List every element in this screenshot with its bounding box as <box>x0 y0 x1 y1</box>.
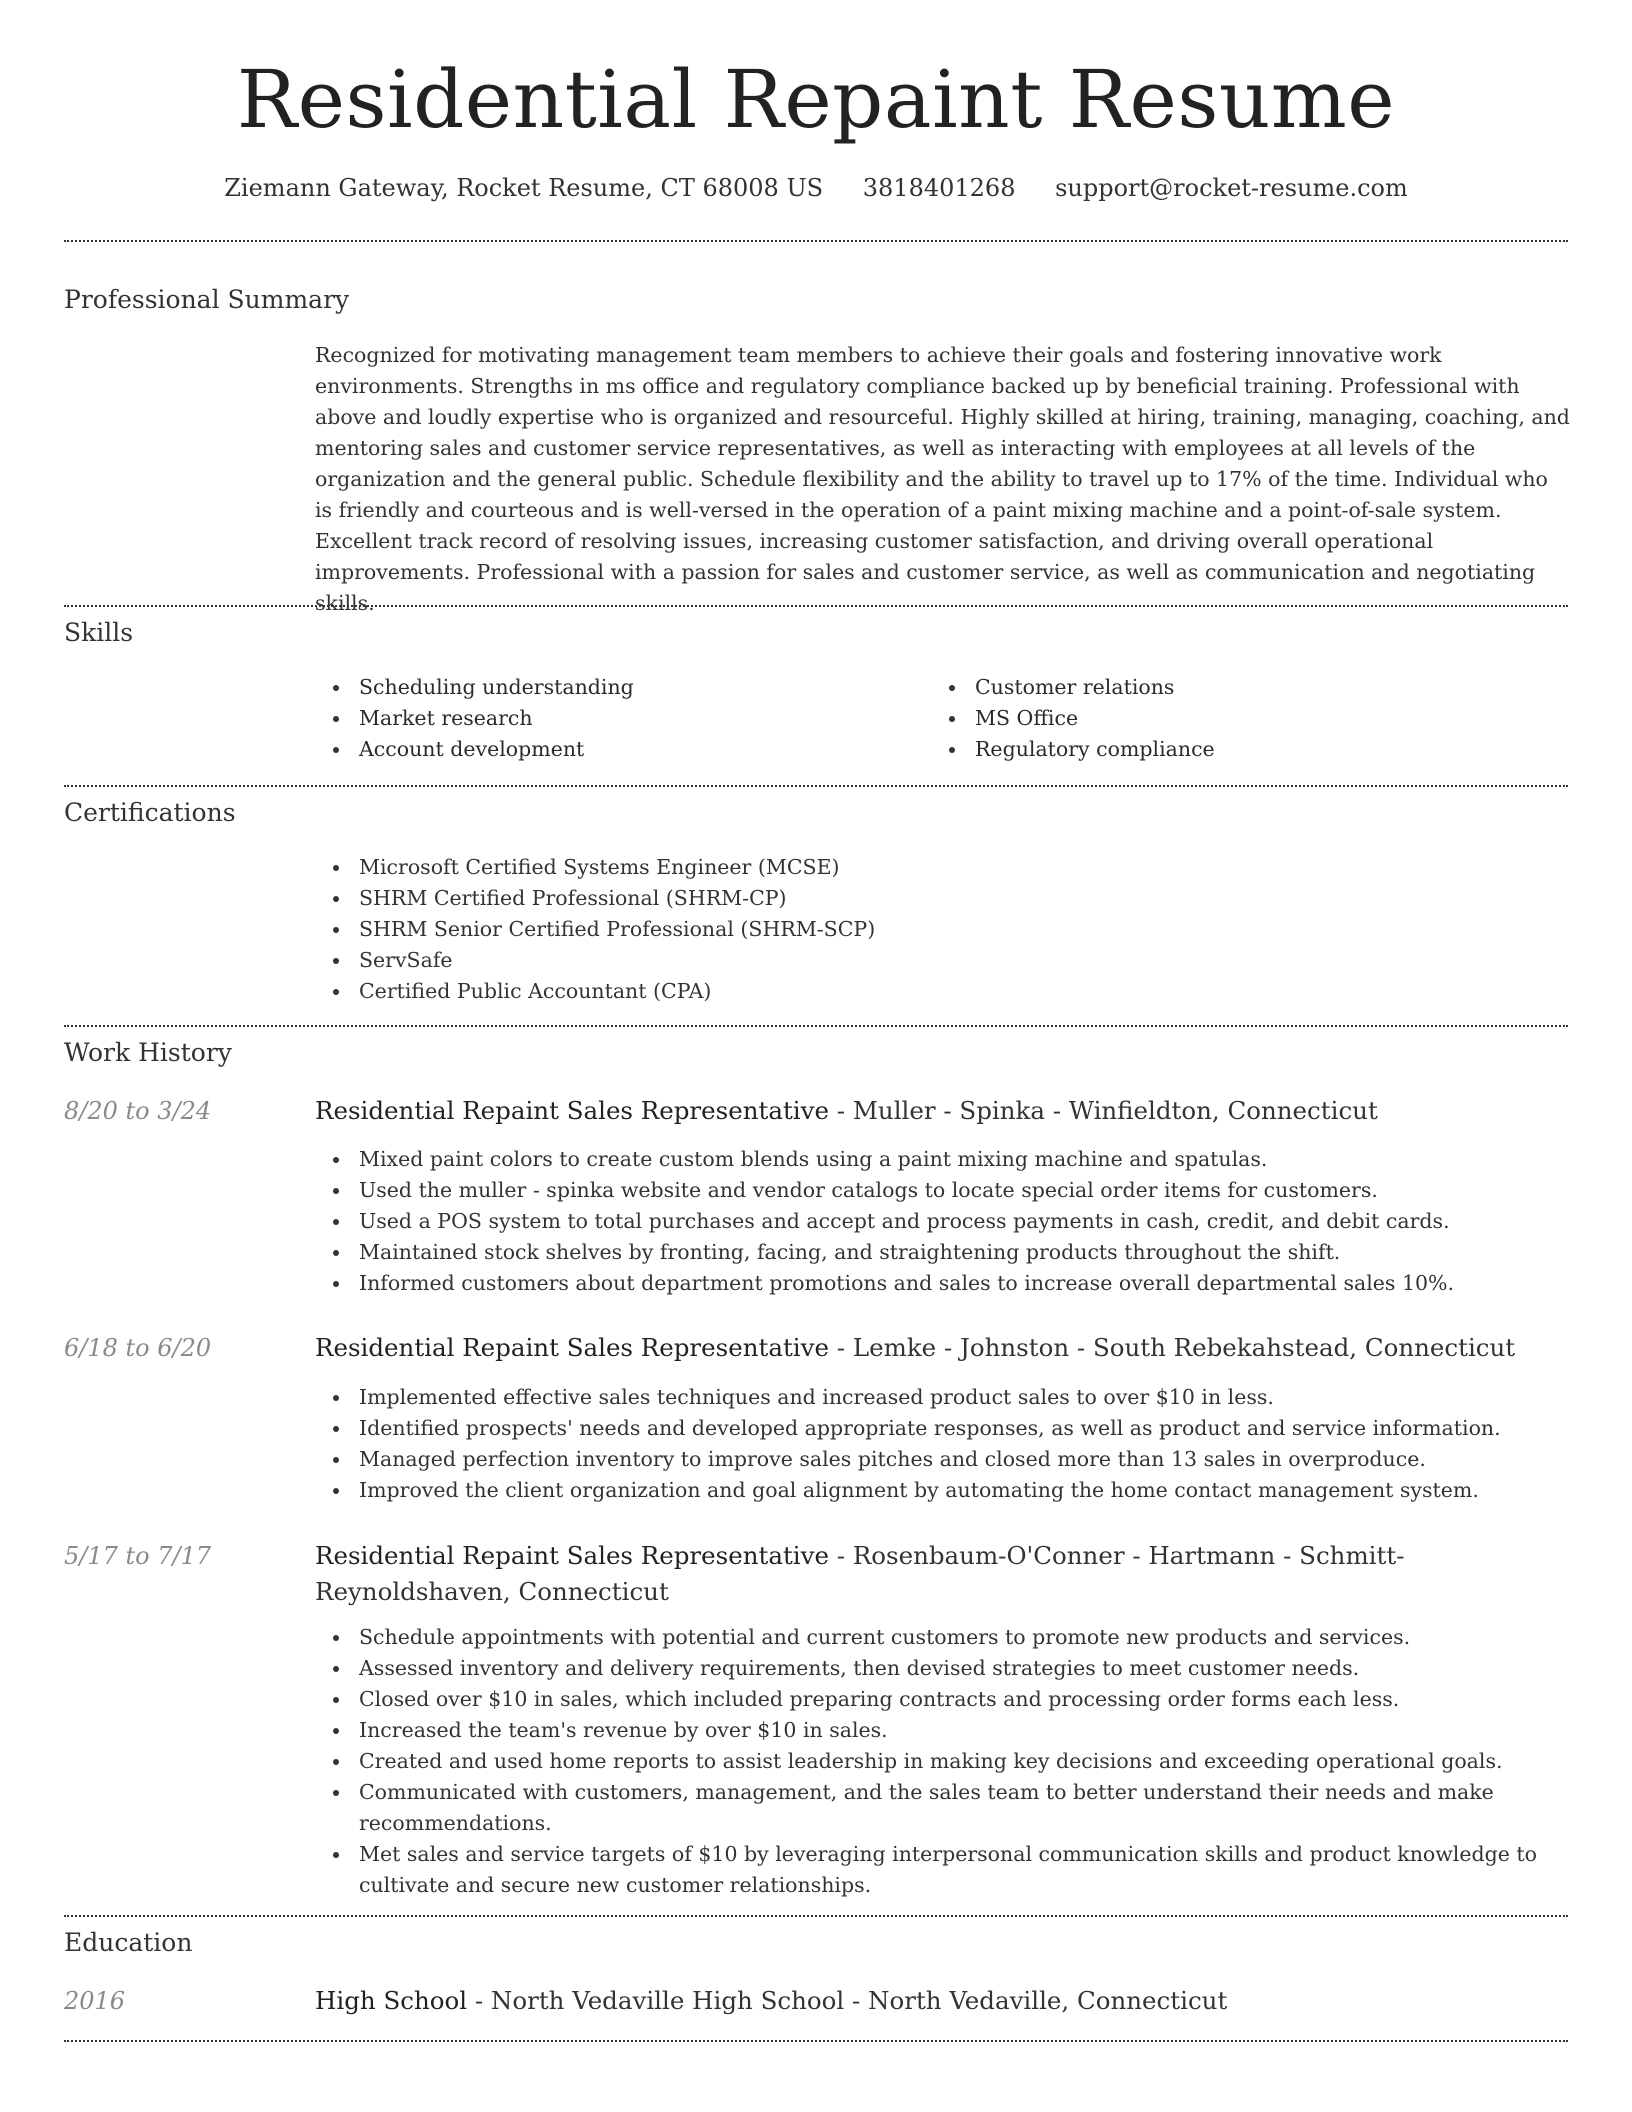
certification-item: Certified Public Accountant (CPA) <box>359 976 1570 1007</box>
section-heading-skills: Skills <box>64 618 134 647</box>
section-heading-education: Education <box>64 1928 193 1957</box>
job-bullet: Created and used home reports to assist leadership in making key decisions and exceeding operational goals. <box>359 1746 1570 1777</box>
skill-item: Scheduling understanding <box>359 672 915 703</box>
contact-phone: 3818401268 <box>862 174 1016 202</box>
summary-block <box>315 340 1570 619</box>
education-title <box>315 1983 1575 2019</box>
contact-email: support@rocket-resume.com <box>1055 174 1408 202</box>
skill-item: Customer relations <box>975 672 1531 703</box>
job-bullet: Assessed inventory and delivery requirements, then devised strategies to meet customer needs. <box>359 1653 1570 1684</box>
job-bullet: Improved the client organization and goal alignment by automating the home contact management system. <box>359 1475 1570 1506</box>
job-bullet: Informed customers about department promotions and sales to increase overall departmental sales 10%. <box>359 1268 1570 1299</box>
certifications-block <box>315 852 1570 1007</box>
job-bullet: Used a POS system to total purchases and accept and process payments in cash, credit, and debit cards. <box>359 1206 1570 1237</box>
skill-item: MS Office <box>975 703 1531 734</box>
education-degree: High School <box>315 1986 468 2015</box>
section-heading-certifications: Certifications <box>64 798 236 827</box>
summary-text: Recognized for motivating management team members to achieve their goals and fostering innovative work environments. Strengths in ms office and regulatory compliance backed up by beneficial training. Professional with above and loudly expertise who is organized and resourceful. Highly skilled at hiring, training, managing, coaching, and mentoring sales and customer service representatives, as well as interacting with employees at all levels of the organization and the general public. Schedule flexibility and the ability to travel up to 17% of the time. Individual who is friendly and courteous and is well-versed in the operation of a paint mixing machine and a point-of-sale system. Excellent track record of resolving issues, increasing customer satisfaction, and driving overall operational improvements. Professional with a passion for sales and customer service, as well as communication and negotiating skills. <box>315 343 1570 615</box>
job-bullet: Implemented effective sales techniques and increased product sales to over $10 in less. <box>359 1382 1570 1413</box>
contact-address: Ziemann Gateway, Rocket Resume, CT 68008 US <box>224 174 824 202</box>
divider <box>64 240 1568 242</box>
skills-right-column <box>931 672 1531 765</box>
certification-item: SHRM Certified Professional (SHRM-CP) <box>359 883 1570 914</box>
job-bullet: Schedule appointments with potential and current customers to promote new products and services. <box>359 1622 1570 1653</box>
section-heading-summary: Professional Summary <box>64 285 350 314</box>
divider <box>64 2040 1568 2042</box>
job-bullet: Maintained stock shelves by fronting, facing, and straightening products throughout the shift. <box>359 1237 1570 1268</box>
job-role: Residential Repaint Sales Representative <box>315 1541 829 1570</box>
job-dates: 5/17 to 7/17 <box>64 1542 212 1570</box>
divider <box>64 1025 1568 1027</box>
skill-item: Account development <box>359 734 915 765</box>
job-dates: 8/20 to 3/24 <box>64 1097 212 1125</box>
job-bullets <box>315 1144 1570 1299</box>
job-bullet: Identified prospects' needs and developed appropriate responses, as well as product and service information. <box>359 1413 1570 1444</box>
job-company-location: - Lemke - Johnston - South Rebekahstead, Connecticut <box>828 1333 1516 1362</box>
job-bullet: Mixed paint colors to create custom blends using a paint mixing machine and spatulas. <box>359 1144 1570 1175</box>
resume-title: Residential Repaint Resume <box>236 53 1396 146</box>
job-title <box>315 1538 1575 1610</box>
job-bullet: Met sales and service targets of $10 by leveraging interpersonal communication skills and product knowledge to cultivate and secure new customer relationships. <box>359 1839 1570 1901</box>
job-title <box>315 1093 1575 1129</box>
skill-item: Market research <box>359 703 915 734</box>
certification-item: ServSafe <box>359 945 1570 976</box>
job-bullets <box>315 1622 1570 1901</box>
education-year: 2016 <box>64 1987 126 2015</box>
education-school-location: - North Vedaville High School - North Vedaville, Connecticut <box>467 1986 1228 2015</box>
job-dates: 6/18 to 6/20 <box>64 1334 212 1362</box>
certification-item: SHRM Senior Certified Professional (SHRM-SCP) <box>359 914 1570 945</box>
certification-item: Microsoft Certified Systems Engineer (MCSE) <box>359 852 1570 883</box>
job-company-location: - Rosenbaum-O'Conner - Hartmann - Schmitt-Reynoldshaven, Connecticut <box>315 1541 1405 1606</box>
section-heading-work-history: Work History <box>64 1038 232 1067</box>
job-company-location: - Muller - Spinka - Winfieldton, Connecticut <box>828 1096 1378 1125</box>
skills-left-column <box>315 672 915 765</box>
job-bullet: Closed over $10 in sales, which included preparing contracts and processing order forms each less. <box>359 1684 1570 1715</box>
divider <box>64 785 1568 787</box>
contact-line <box>0 170 1632 206</box>
job-bullets <box>315 1382 1570 1506</box>
job-bullet: Increased the team's revenue by over $10 in sales. <box>359 1715 1570 1746</box>
job-bullet: Managed perfection inventory to improve sales pitches and closed more than 13 sales in overproduce. <box>359 1444 1570 1475</box>
job-title <box>315 1330 1575 1366</box>
job-bullet: Communicated with customers, management, and the sales team to better understand their needs and make recommendations. <box>359 1777 1570 1839</box>
divider <box>64 605 1568 607</box>
divider <box>64 1915 1568 1917</box>
job-bullet: Used the muller - spinka website and vendor catalogs to locate special order items for customers. <box>359 1175 1570 1206</box>
skill-item: Regulatory compliance <box>975 734 1531 765</box>
job-role: Residential Repaint Sales Representative <box>315 1333 829 1362</box>
job-role: Residential Repaint Sales Representative <box>315 1096 829 1125</box>
